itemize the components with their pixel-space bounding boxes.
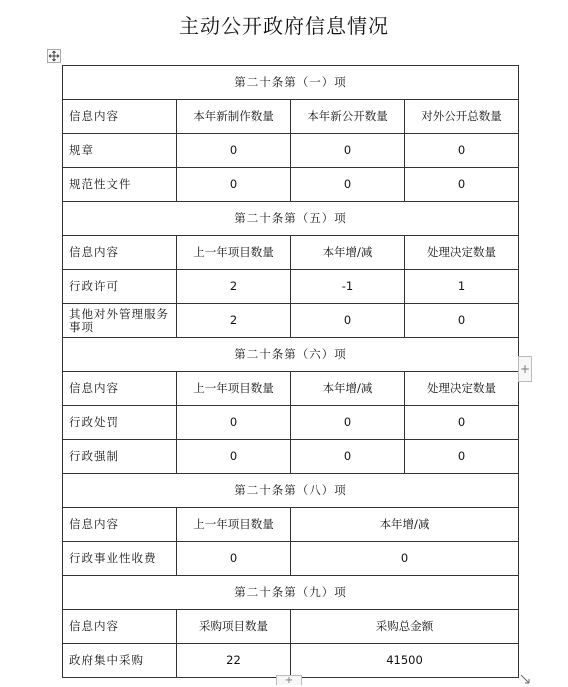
- table-cell: 0: [291, 168, 405, 202]
- row-label: 其他对外管理服务事项: [63, 304, 177, 338]
- section-heading-row: [63, 576, 519, 610]
- table-cell: 0: [405, 440, 519, 474]
- table-cell: 41500: [291, 644, 519, 678]
- row-label: 行政许可: [63, 270, 177, 304]
- table-cell: 0: [177, 168, 291, 202]
- table-row: [63, 406, 519, 440]
- add-row-button[interactable]: +: [276, 675, 302, 685]
- header-cell: 本年增/减: [291, 508, 519, 542]
- table-cell: 2: [177, 304, 291, 338]
- section-heading-row: [63, 474, 519, 508]
- table-cell: 0: [291, 134, 405, 168]
- table-cell: 0: [405, 134, 519, 168]
- header-cell: 处理决定数量: [405, 372, 519, 406]
- header-row: [63, 508, 519, 542]
- header-cell: 上一年项目数量: [177, 372, 291, 406]
- table-cell: 0: [405, 304, 519, 338]
- page-title: 主动公开政府信息情况: [179, 14, 389, 38]
- header-cell: 对外公开总数量: [405, 100, 519, 134]
- table-row: [63, 168, 519, 202]
- table-cell: 0: [291, 304, 405, 338]
- table-cell: 0: [177, 406, 291, 440]
- table-row: [63, 270, 519, 304]
- header-cell: 处理决定数量: [405, 236, 519, 270]
- disclosure-table: [62, 65, 519, 678]
- header-cell: 上一年项目数量: [177, 236, 291, 270]
- table-cell: 0: [177, 440, 291, 474]
- table-cell: 0: [291, 440, 405, 474]
- row-label: 政府集中采购: [63, 644, 177, 678]
- table-cell: 2: [177, 270, 291, 304]
- add-column-button[interactable]: +: [518, 356, 532, 382]
- row-label: 行政强制: [63, 440, 177, 474]
- table-row: [63, 542, 519, 576]
- table-cell: 22: [177, 644, 291, 678]
- header-cell: 本年增/减: [291, 236, 405, 270]
- table-row: [63, 304, 519, 338]
- table-cell: 0: [291, 406, 405, 440]
- header-row: [63, 100, 519, 134]
- header-cell: 本年新公开数量: [291, 100, 405, 134]
- section-heading-row: [63, 202, 519, 236]
- header-cell: 上一年项目数量: [177, 508, 291, 542]
- table-cell: 0: [177, 542, 291, 576]
- header-cell: 信息内容: [63, 372, 177, 406]
- table-resize-handle-icon[interactable]: [520, 674, 530, 684]
- section-heading-row: [63, 338, 519, 372]
- row-label: 规范性文件: [63, 168, 177, 202]
- section-heading: 第二十条第（一）项: [63, 66, 519, 100]
- row-label: 行政事业性收费: [63, 542, 177, 576]
- diagonal-arrow-icon: [520, 674, 530, 684]
- four-way-arrow-icon: [48, 50, 60, 62]
- section-heading: 第二十条第（九）项: [63, 576, 519, 610]
- table-row: [63, 644, 519, 678]
- header-cell: 本年新制作数量: [177, 100, 291, 134]
- header-row: [63, 610, 519, 644]
- section-heading: 第二十条第（八）项: [63, 474, 519, 508]
- table-row: [63, 440, 519, 474]
- section-heading-row: [63, 66, 519, 100]
- header-cell: 采购项目数量: [177, 610, 291, 644]
- header-cell: 本年增/减: [291, 372, 405, 406]
- table-move-handle-icon[interactable]: [47, 49, 61, 63]
- section-heading: 第二十条第（六）项: [63, 338, 519, 372]
- header-row: [63, 236, 519, 270]
- header-cell: 信息内容: [63, 508, 177, 542]
- row-label: 行政处罚: [63, 406, 177, 440]
- header-row: [63, 372, 519, 406]
- header-cell: 采购总金额: [291, 610, 519, 644]
- table-cell: 0: [177, 134, 291, 168]
- header-cell: 信息内容: [63, 236, 177, 270]
- header-cell: 信息内容: [63, 610, 177, 644]
- table-cell: -1: [291, 270, 405, 304]
- header-cell: 信息内容: [63, 100, 177, 134]
- table-cell: 1: [405, 270, 519, 304]
- table-cell: 0: [405, 168, 519, 202]
- table-cell: 0: [405, 406, 519, 440]
- table-cell: 0: [291, 542, 519, 576]
- row-label: 规章: [63, 134, 177, 168]
- table-row: [63, 134, 519, 168]
- section-heading: 第二十条第（五）项: [63, 202, 519, 236]
